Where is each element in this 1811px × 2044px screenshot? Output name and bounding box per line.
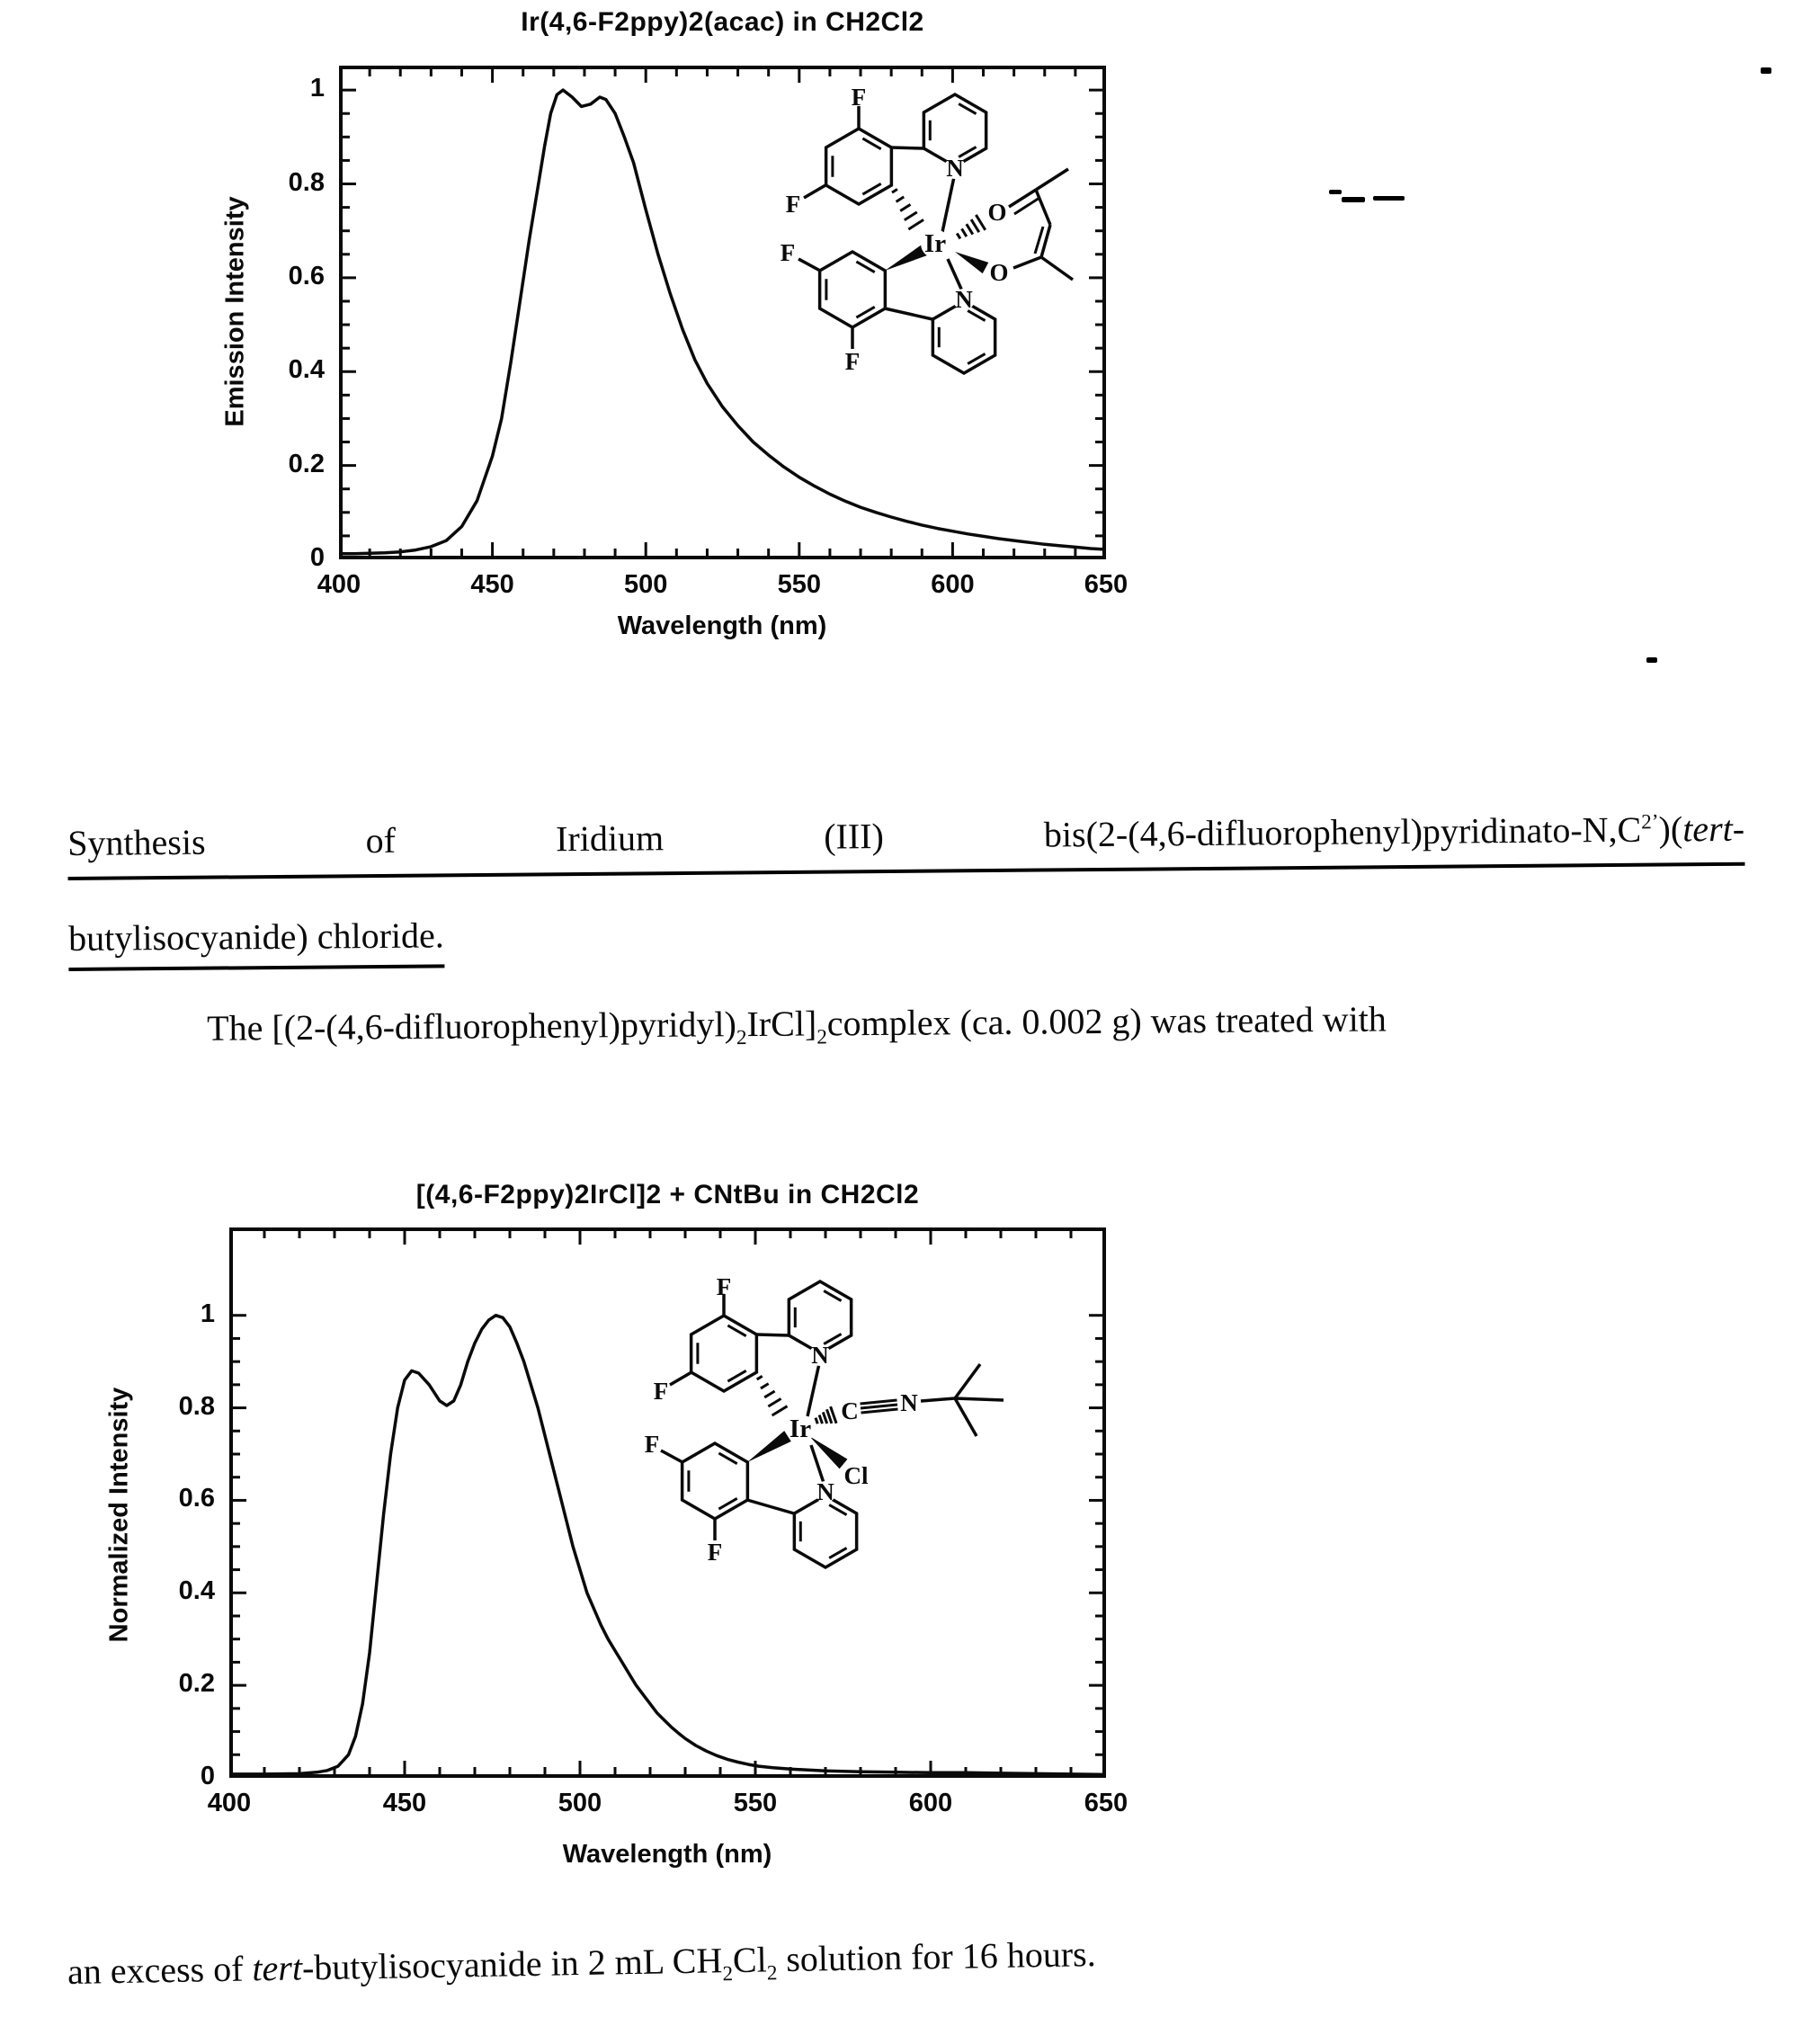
chart1-inset-molecule-structure xyxy=(719,72,1106,387)
chart2-x-tick-label: 400 xyxy=(207,1789,252,1817)
atom-label: N xyxy=(816,1478,834,1505)
chart1-x-tick-label: 450 xyxy=(470,570,514,599)
scan-mark xyxy=(1329,190,1342,194)
atom-label: C xyxy=(841,1397,859,1424)
chart1-x-tick-label: 600 xyxy=(931,570,975,599)
chart1-y-tick-label: 0.8 xyxy=(288,167,325,197)
chart2-x-tick-label: 450 xyxy=(382,1789,427,1817)
chart2-y-tick-label: 0.4 xyxy=(178,1576,215,1606)
atom-label: Ir xyxy=(923,229,947,258)
chart2-y-tick-label: 0.8 xyxy=(178,1391,215,1421)
heading-word: Synthesis xyxy=(67,821,206,863)
closing-sentence: an excess of tert-butylisocyanide in 2 mL $CH_2Cl_2$ solution for 16 hours. xyxy=(67,1933,1096,1992)
atom-label: N xyxy=(811,1342,829,1369)
atom-label: F xyxy=(785,191,801,218)
chart1-y-axis-label: Emission Intensity xyxy=(220,196,250,427)
atom-label: N xyxy=(900,1389,918,1416)
chart2-inset-molecule-structure xyxy=(540,1245,1043,1632)
chart1-y-tick-label: 1 xyxy=(309,74,325,103)
chart1-y-tick-label: 0.4 xyxy=(288,355,325,385)
heading-word: (III) xyxy=(824,816,885,857)
chart2-x-tick-label: 550 xyxy=(733,1789,778,1817)
chart1-x-tick-label: 550 xyxy=(777,570,821,599)
chart2-y-tick-label: 0.2 xyxy=(178,1669,215,1699)
section-heading xyxy=(67,808,1745,960)
heading-line-1 xyxy=(67,808,1744,880)
chart1-x-axis-label: Wavelength (nm) xyxy=(617,611,827,640)
chart2-y-tick-label: 0.6 xyxy=(178,1484,215,1513)
atom-label: F xyxy=(707,1539,723,1566)
atom-label: F xyxy=(644,1431,660,1458)
atom-label: O xyxy=(989,259,1009,286)
scan-mark xyxy=(1761,67,1771,74)
chart1-title: Ir(4,6-F2ppy)2(acac) in CH2Cl2 xyxy=(521,7,924,37)
chart2-y-axis-label: Normalized Intensity xyxy=(104,1387,134,1643)
chart2-y-tick-label: 0 xyxy=(200,1762,215,1790)
chart2-x-tick-label: 500 xyxy=(558,1789,602,1817)
heading-line-2: butylisocyanide) chloride. xyxy=(68,904,1745,960)
chart2-y-tick-label: 1 xyxy=(200,1299,215,1328)
chart2-x-axis-label: Wavelength (nm) xyxy=(562,1840,772,1869)
heading-compound-name: $bis(2-(4,6-difluorophenyl)pyridinato-N,C^{2’})(tert-$ xyxy=(1043,808,1745,855)
chart1-y-tick-label: 0 xyxy=(309,543,325,572)
superscript: 2’ xyxy=(1641,810,1659,835)
scan-mark xyxy=(1646,657,1657,663)
heading-word: Iridium xyxy=(555,817,665,860)
chart2-x-tick-label: 650 xyxy=(1084,1789,1129,1817)
atom-label: Cl xyxy=(843,1462,869,1489)
atom-label: O xyxy=(987,199,1007,226)
subscript: 2 xyxy=(766,1961,778,1986)
subscript: 2 xyxy=(722,1962,734,1986)
chart2-x-tick-label: 600 xyxy=(908,1789,953,1817)
chart2-title: [(4,6-F2ppy)2IrCl]2 + CNtBu in CH2Cl2 xyxy=(415,1180,920,1209)
atom-label: Ir xyxy=(789,1415,812,1443)
body-paragraph: The $[(2-(4,6-difluorophenyl)pyridyl)_2IrCl]_2complex$ (ca. 0.002 g) was treated with xyxy=(206,998,1387,1050)
scan-mark xyxy=(1373,196,1405,201)
atom-label: F xyxy=(780,239,796,266)
chart1-x-tick-label: 500 xyxy=(623,570,668,599)
atom-label: F xyxy=(716,1273,732,1300)
atom-label: F xyxy=(653,1378,669,1405)
subscript: 2 xyxy=(736,1026,747,1050)
chart1-y-tick-label: 0.6 xyxy=(288,261,325,290)
atom-label: F xyxy=(851,84,867,111)
heading-word: of xyxy=(365,819,397,861)
chart1-x-tick-label: 400 xyxy=(317,570,361,599)
subscript: 2 xyxy=(816,1025,828,1049)
scan-mark xyxy=(1342,197,1365,202)
atom-label: N xyxy=(946,155,964,182)
atom-label: F xyxy=(844,348,861,375)
chart1-y-tick-label: 0.2 xyxy=(288,449,325,478)
atom-label: N xyxy=(955,286,973,313)
chart1-x-tick-label: 650 xyxy=(1084,570,1129,599)
